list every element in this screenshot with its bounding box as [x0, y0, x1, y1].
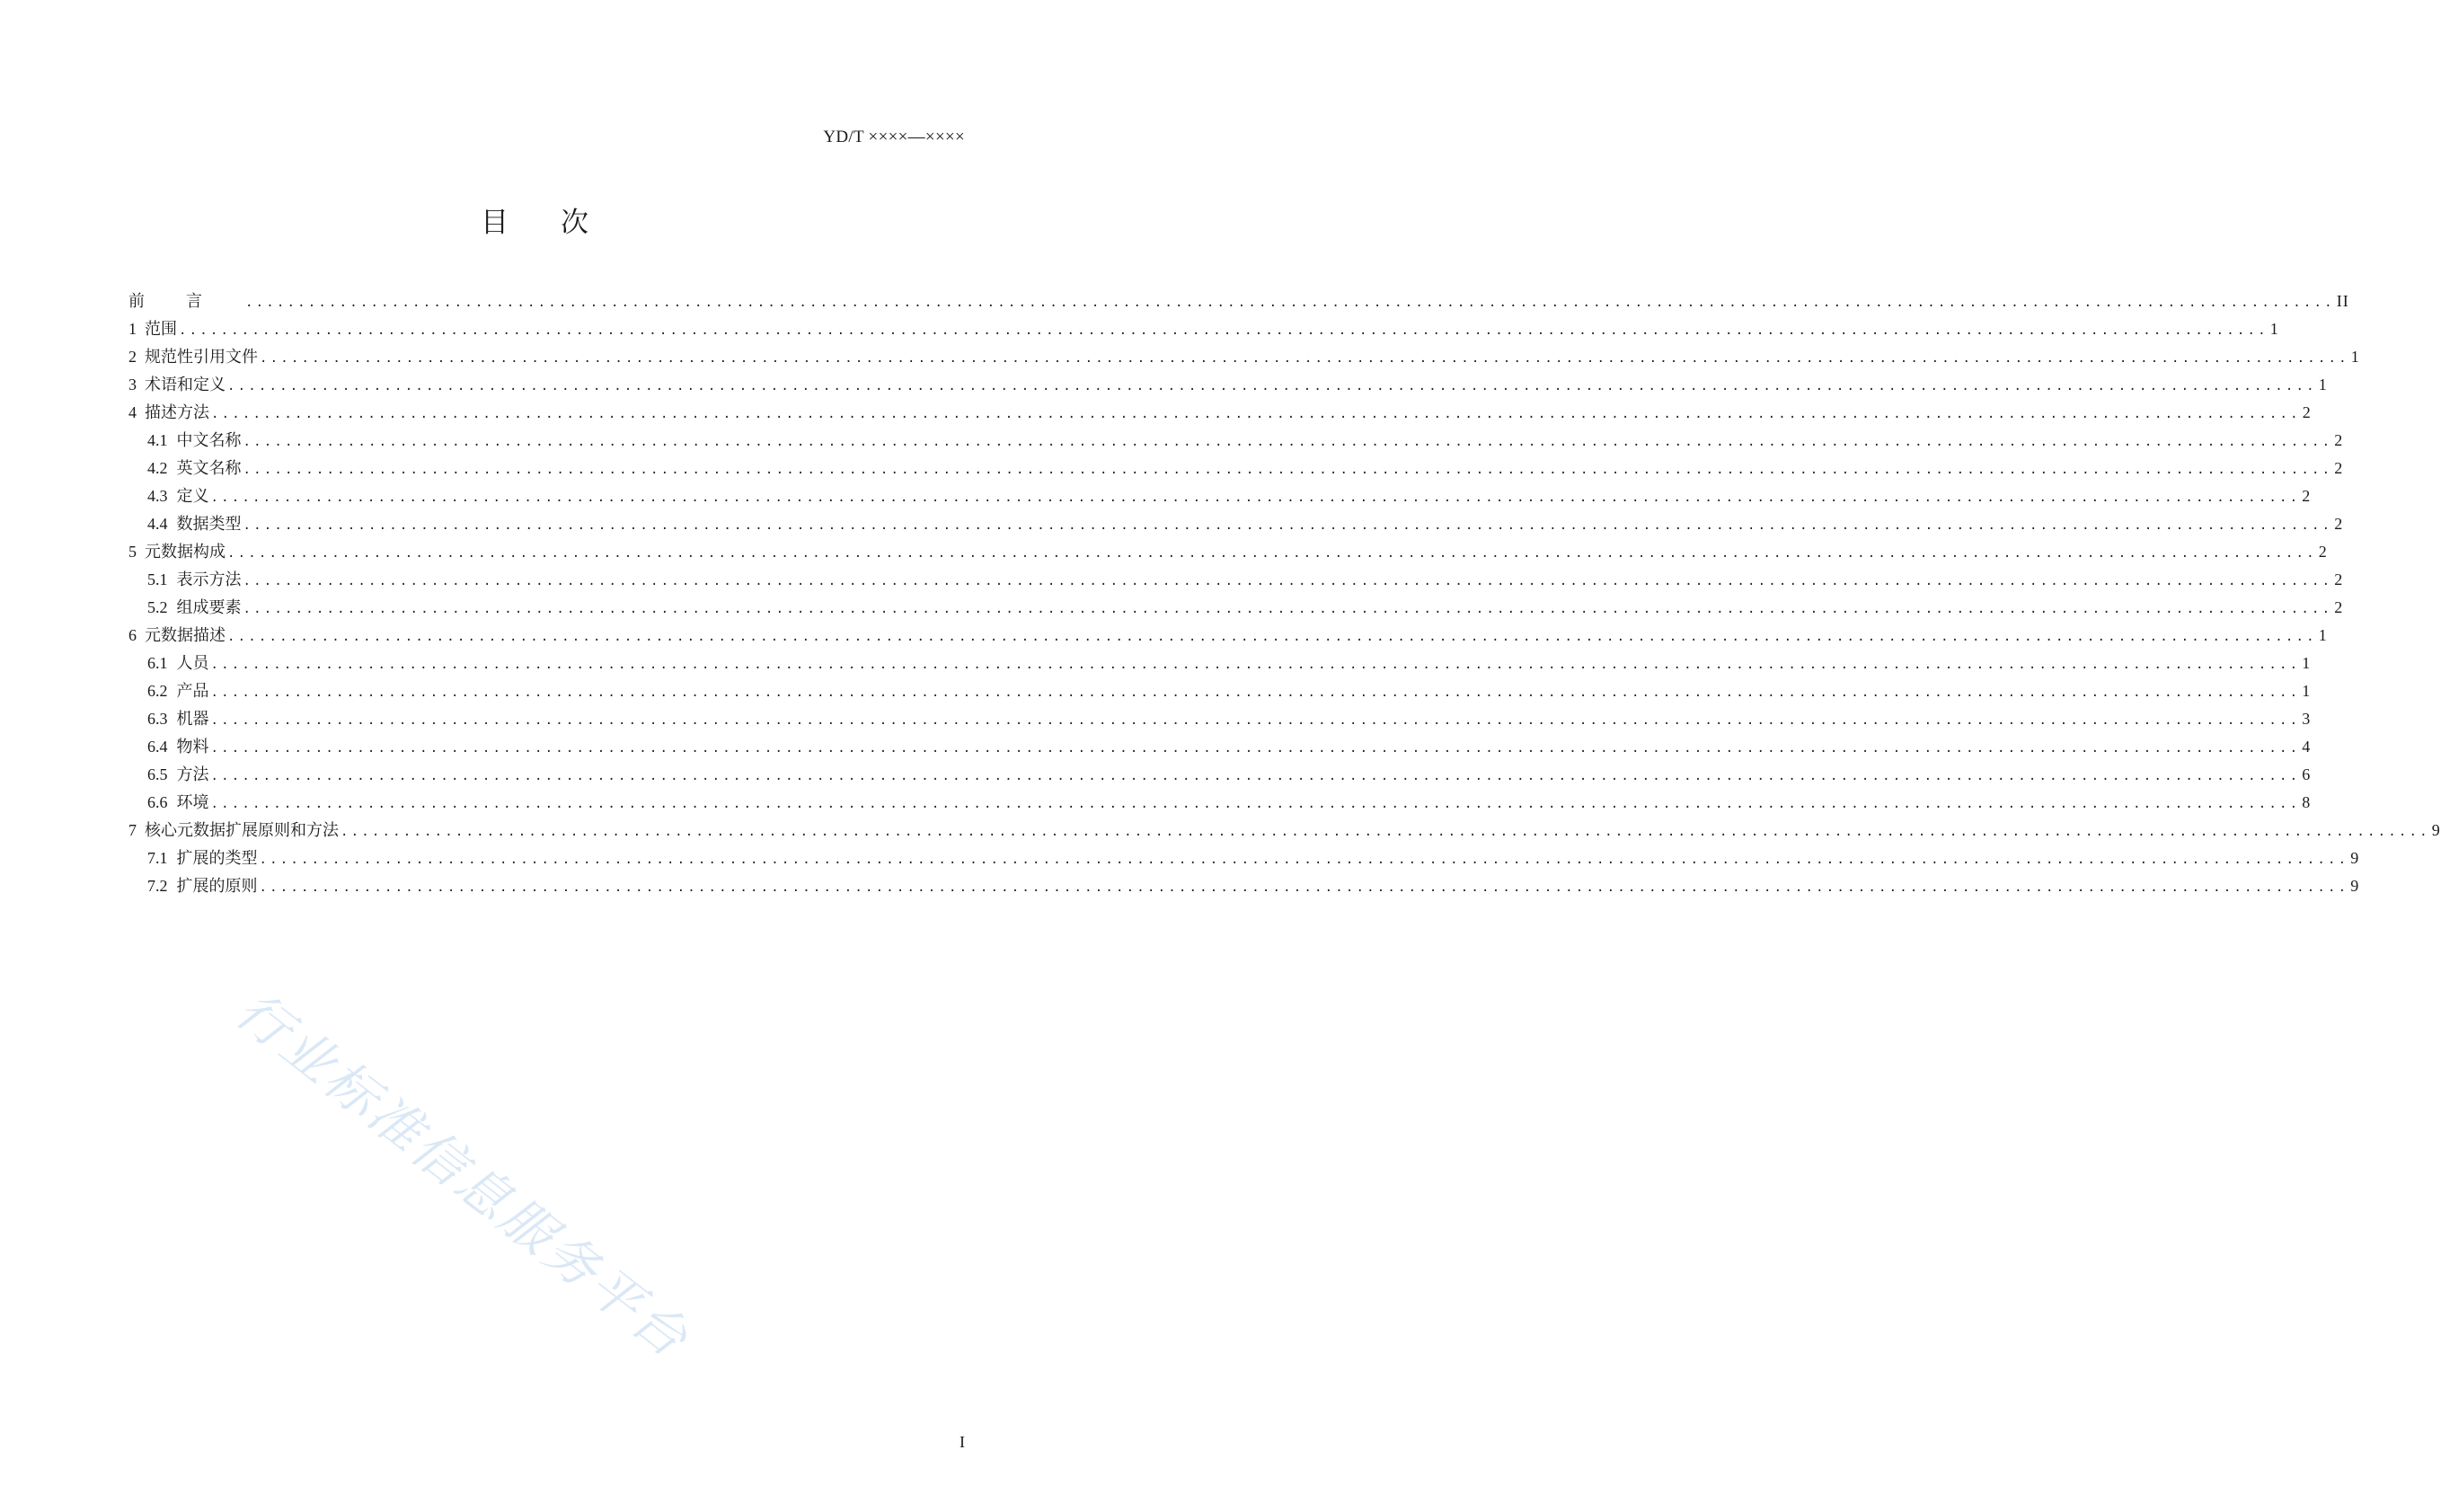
toc-dot-leader: ........................................................................................................................................................................................................	[210, 769, 2301, 783]
toc-entry-label: 英文名称	[176, 459, 242, 478]
toc-entry-page: 9	[2350, 877, 2360, 895]
toc-entry[interactable]	[128, 844, 2360, 872]
toc-dot-leader: ........................................................................................................................................................................................................	[211, 407, 2301, 421]
toc-entry-label: 机器	[176, 710, 209, 729]
toc-entry-number: 6.5	[147, 765, 168, 783]
toc-entry-number: 1	[128, 320, 137, 338]
toc-entry-page: 2	[2334, 598, 2344, 616]
toc-dot-leader: ........................................................................................................................................................................................................	[210, 797, 2301, 811]
toc-entry-label: 元数据描述	[145, 626, 226, 645]
toc-entry-label: 元数据构成	[145, 543, 226, 561]
toc-entry[interactable]	[128, 789, 2312, 817]
toc-entry[interactable]	[128, 315, 2279, 343]
toc-entry-label: 描述方法	[145, 403, 209, 422]
toc-entry-number: 7.1	[147, 849, 168, 867]
toc-entry[interactable]	[128, 677, 2312, 705]
toc-dot-leader: ........................................................................................................................................................................................................	[243, 518, 2333, 533]
toc-entry[interactable]	[128, 761, 2312, 789]
toc-entry-page: 2	[2318, 543, 2328, 561]
toc-entry-label: 范围	[145, 320, 177, 339]
toc-entry-number: 4	[128, 403, 137, 421]
toc-entry-page: 4	[2302, 738, 2312, 756]
toc-entry-number: 4.3	[147, 487, 168, 505]
toc-entry-number: 3	[128, 376, 137, 393]
toc-entry-page: 1	[2302, 654, 2312, 672]
toc-entry-label: 方法	[176, 765, 209, 784]
toc-entry-number: 5.1	[147, 570, 168, 588]
toc-entry-number: 6.1	[147, 654, 168, 672]
toc-entry-label: 扩展的类型	[176, 849, 258, 868]
table-of-contents	[128, 287, 2441, 900]
watermark: 行业标准信息服务平台	[225, 979, 702, 1371]
toc-entry-label: 数据类型	[176, 515, 242, 534]
page-number: I	[960, 1433, 965, 1451]
toc-entry-number: 2	[128, 348, 137, 366]
toc-entry-number: 6.2	[147, 682, 168, 700]
toc-entry[interactable]	[128, 343, 2360, 371]
toc-entry[interactable]	[128, 566, 2344, 594]
toc-entry[interactable]	[128, 510, 2344, 538]
toc-entry-label: 定义	[176, 487, 209, 506]
toc-entry-page: 1	[2318, 626, 2328, 644]
toc-entry[interactable]	[128, 427, 2344, 455]
toc-entry-page: 1	[2350, 348, 2360, 366]
toc-entry[interactable]	[128, 455, 2344, 482]
toc-entry-label: 规范性引用文件	[145, 348, 258, 367]
toc-title: 目次	[481, 207, 641, 239]
toc-dot-leader: ........................................................................................................................................................................................................	[245, 296, 2335, 310]
toc-entry-page: 9	[2350, 849, 2360, 867]
toc-entry-number: 6.3	[147, 710, 168, 728]
toc-dot-leader: ........................................................................................................................................................................................................	[243, 463, 2333, 477]
toc-entry[interactable]	[128, 482, 2312, 510]
toc-entry[interactable]	[128, 705, 2312, 733]
toc-entry-number: 6.4	[147, 738, 168, 756]
toc-dot-leader: ........................................................................................................................................................................................................	[243, 602, 2333, 616]
toc-entry-label: 表示方法	[176, 570, 242, 589]
toc-entry-number: 5.2	[147, 598, 168, 616]
toc-entry[interactable]	[128, 371, 2328, 399]
toc-dot-leader: ........................................................................................................................................................................................................	[260, 351, 2349, 366]
toc-entry-page: 2	[2334, 431, 2344, 449]
toc-dot-leader: ........................................................................................................................................................................................................	[210, 685, 2301, 700]
toc-entry[interactable]	[128, 622, 2328, 650]
toc-dot-leader: ........................................................................................................................................................................................................	[259, 853, 2349, 867]
toc-entry[interactable]	[128, 538, 2328, 566]
toc-entry-label: 前言	[128, 292, 243, 311]
toc-dot-leader: ........................................................................................................................................................................................................	[227, 379, 2317, 393]
toc-entry-number: 6.6	[147, 793, 168, 811]
toc-entry-page: 2	[2334, 515, 2344, 533]
toc-dot-leader: ........................................................................................................................................................................................................	[259, 880, 2349, 895]
toc-entry[interactable]	[128, 817, 2441, 844]
toc-entry-number: 7	[128, 821, 137, 839]
toc-entry-page: 1	[2302, 682, 2312, 700]
toc-entry-number: 5	[128, 543, 137, 561]
toc-dot-leader: ........................................................................................................................................................................................................	[210, 491, 2301, 505]
toc-entry-label: 产品	[176, 682, 209, 701]
toc-entry-page: 6	[2302, 765, 2312, 783]
toc-entry[interactable]	[128, 650, 2312, 677]
toc-entry-label: 中文名称	[176, 431, 242, 450]
document-code: YD/T ××××—××××	[823, 128, 965, 146]
toc-entry-page: 8	[2302, 793, 2312, 811]
toc-dot-leader: ........................................................................................................................................................................................................	[179, 323, 2269, 338]
toc-entry-page: 2	[2302, 403, 2312, 421]
toc-entry[interactable]	[128, 733, 2312, 761]
toc-entry[interactable]	[128, 399, 2312, 427]
toc-entry[interactable]	[128, 594, 2344, 622]
toc-entry-label: 核心元数据扩展原则和方法	[145, 821, 339, 840]
toc-dot-leader: ........................................................................................................................................................................................................	[243, 435, 2333, 449]
toc-entry-page: 1	[2269, 320, 2279, 338]
toc-entry-number: 4.2	[147, 459, 168, 477]
toc-entry-label: 人员	[176, 654, 209, 673]
toc-entry-page: 2	[2302, 487, 2312, 505]
toc-entry-label: 扩展的原则	[176, 877, 258, 896]
toc-entry-page: 2	[2334, 459, 2344, 477]
toc-dot-leader: ........................................................................................................................................................................................................	[227, 630, 2317, 644]
toc-entry-label: 物料	[176, 738, 209, 756]
toc-entry[interactable]	[128, 287, 2349, 315]
toc-dot-leader: ........................................................................................................................................................................................................	[210, 658, 2301, 672]
toc-entry-label: 环境	[176, 793, 209, 812]
toc-dot-leader: ........................................................................................................................................................................................................	[227, 546, 2317, 561]
toc-dot-leader: ........................................................................................................................................................................................................	[243, 574, 2333, 588]
toc-entry-number: 6	[128, 626, 137, 644]
toc-entry-page: 1	[2318, 376, 2328, 393]
toc-entry-page: 3	[2302, 710, 2312, 728]
toc-entry-page: 9	[2431, 821, 2441, 839]
toc-entry-label: 组成要素	[176, 598, 242, 617]
toc-entry-page: 2	[2334, 570, 2344, 588]
toc-entry-number: 4.1	[147, 431, 168, 449]
toc-entry-page: II	[2336, 292, 2349, 310]
toc-dot-leader: ........................................................................................................................................................................................................	[210, 741, 2301, 756]
toc-entry-number: 7.2	[147, 877, 168, 895]
toc-dot-leader: ........................................................................................................................................................................................................	[210, 713, 2301, 728]
toc-entry-label: 术语和定义	[145, 376, 226, 394]
toc-entry[interactable]	[128, 872, 2360, 900]
toc-dot-leader: ........................................................................................................................................................................................................	[341, 825, 2430, 839]
toc-entry-number: 4.4	[147, 515, 168, 533]
